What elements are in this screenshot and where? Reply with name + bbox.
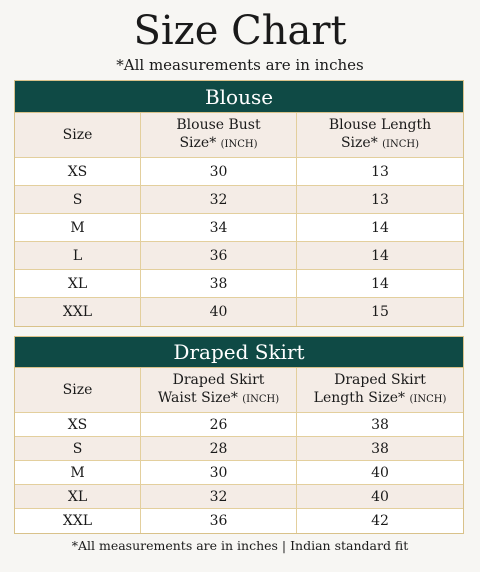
size-cell: XS [15,158,141,185]
value-cell: 42 [371,513,389,529]
size-cell: XXL [15,509,141,533]
header-size: Size [15,368,141,412]
header-size: Size [15,113,141,157]
table-row [15,242,463,270]
table-row [15,186,463,214]
table-row [15,485,463,509]
value-cell: 14 [371,219,389,236]
table-row [15,461,463,485]
header-blouse-bust [141,113,297,157]
size-cell: XL [15,270,141,297]
header-label: Draped Skirt [172,372,265,388]
size-cell: XXL [15,298,141,326]
blouse-header-row [15,113,463,158]
skirt-size-table [14,336,464,534]
size-cell: S [15,437,141,460]
table-row [15,214,463,242]
skirt-header-row [15,368,463,413]
header-label-line2: Waist Size* (INCH) [157,390,280,406]
value-cell: 38 [141,270,297,297]
size-cell: XL [15,485,141,508]
table-row [15,158,463,186]
value-cell: 13 [371,191,389,208]
size-cell: S [15,186,141,213]
value-cell: 30 [141,158,297,185]
value-cell: 28 [141,437,297,460]
value-cell: 40 [371,488,389,505]
size-cell: L [15,242,141,269]
table-row [15,509,463,533]
value-cell: 40 [141,298,297,326]
value-cell: 30 [141,461,297,484]
value-cell: 14 [371,247,389,264]
table-row [15,437,463,461]
page-title: Size Chart [133,8,347,54]
size-cell: XS [15,413,141,436]
value-cell: 38 [371,416,389,433]
value-cell: 32 [141,186,297,213]
value-cell: 36 [141,509,297,533]
blouse-size-table [14,80,464,327]
value-cell: 14 [371,275,389,292]
value-cell: 15 [371,304,389,320]
table-row [15,298,463,326]
table-row [15,270,463,298]
header-label-line2: Size* (INCH) [179,135,258,151]
value-cell: 34 [141,214,297,241]
value-cell: 40 [371,464,389,481]
value-cell: 38 [371,440,389,457]
value-cell: 32 [141,485,297,508]
value-cell: 13 [371,163,389,180]
header-blouse-length [297,113,463,157]
size-cell: M [15,461,141,484]
header-length-size [297,368,463,412]
page-subtitle: *All measurements are in inches [116,56,364,74]
skirt-table-title: Draped Skirt [15,337,463,368]
header-label-line2: Length Size* (INCH) [313,390,447,406]
table-row [15,413,463,437]
header-waist-size [141,368,297,412]
blouse-table-title: Blouse [15,81,463,113]
header-label: Blouse Bust [176,117,261,133]
value-cell: 36 [141,242,297,269]
footer-note: *All measurements are in inches | Indian standard fit [71,538,409,553]
value-cell: 26 [141,413,297,436]
header-label-line2: Size* (INCH) [340,135,420,151]
header-label: Draped Skirt [334,372,426,388]
header-label: Blouse Length [328,117,432,133]
size-cell: M [15,214,141,241]
